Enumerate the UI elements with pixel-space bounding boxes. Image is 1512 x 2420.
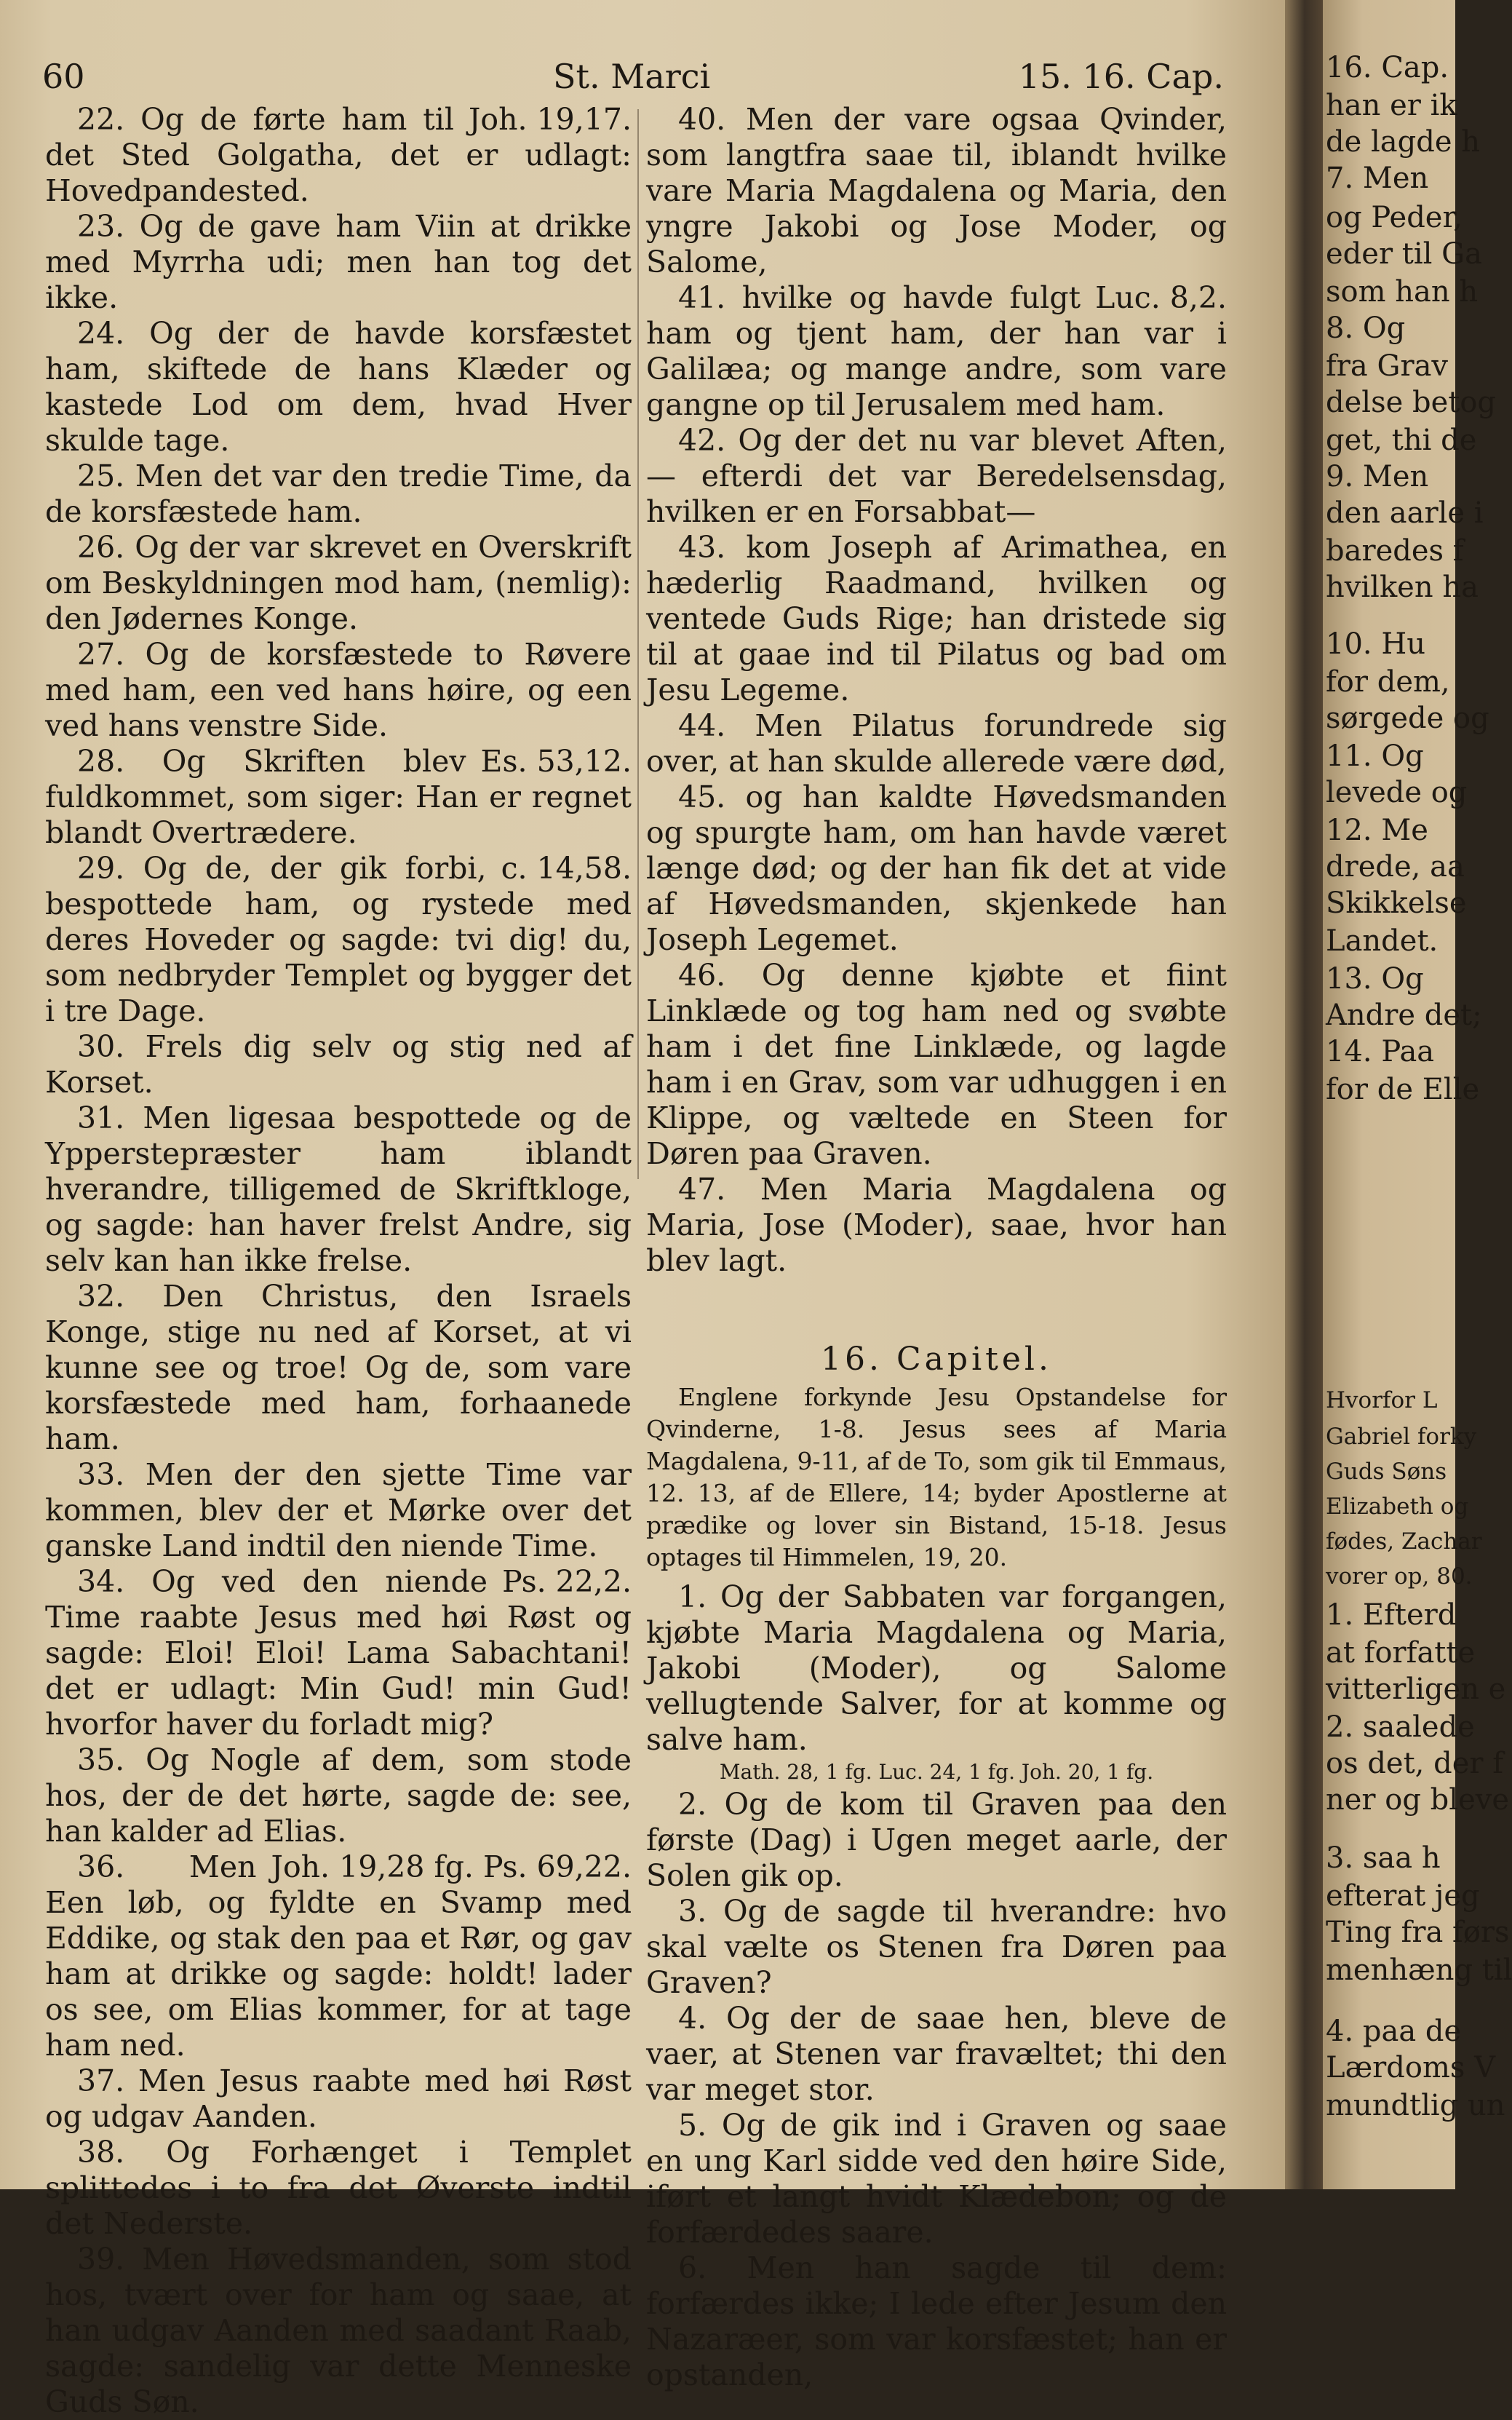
running-head: St. Marci [553,57,711,96]
verse: 42. Og der det nu var blevet Aften,— efterdi det var Beredelsensdag, hvilken er en Forsabbat— [646,423,1227,529]
next-page-line: fødes, Zachar [1326,1528,1482,1555]
next-page-line: 12. Me [1326,814,1428,847]
next-page-line: Andre det; [1326,999,1482,1032]
verse: 4. Og der de saae hen, bleve de vaer, at Stenen var fravæltet; thi den var meget stor. [646,2001,1227,2107]
verse: Es. 53,12. 28. Og Skriften blev fuldkommet, som siger: Han er regnet blandt Overtrædere. [45,744,632,850]
verse: 45. og han kaldte Høvedsmanden og spurgte ham, om han havde været længe død; og der han fik det at vide af Høvedsmanden, skjenkede han Joseph Legemet. [646,779,1227,957]
verse: 26. Og der var skrevet en Overskrift om Beskyldningen mod ham, (nemlig): den Jødernes Konge. [45,530,632,636]
verse: c. 14,58. 29. Og de, der gik forbi, bespottede ham, og rystede med deres Hoveder og sagde: tvi dig! du, som nedbryder Templet og bygger det i tre Dage. [45,851,632,1028]
verse: 39. Men Høvedsmanden, som stod hos, tvært over for ham og saae, at han udgav Aanden med saadant Raab, sagde: sandelig var dette Menneske Guds Søn. [45,2242,632,2419]
next-page-line: for dem, [1326,665,1450,699]
verse: 31. Men ligesaa bespottede og de Ypperstepræster ham iblandt hverandre, tilligemed de Skriftkloge, og sagde: han haver frelst Andre, sig selv kan han ikke frelse. [45,1100,632,1278]
next-page-line: 7. Men [1326,162,1429,195]
next-page-line: for de Elle [1326,1073,1480,1106]
next-page-line: delse betog [1326,386,1497,419]
verse: 38. Og Forhænget i Templet splittedes i to fra det Øverste indtil det Nederste. [45,2135,632,2241]
chapter-heading: 16. Capitel. [821,1341,1052,1378]
next-page-line: Hvorfor L [1326,1387,1438,1413]
verse: 37. Men Jesus raabte med høi Røst og udgav Aanden. [45,2063,632,2134]
verse: Luc. 8,2. 41. hvilke og havde fulgt ham og tjent ham, der han var i Galilæa; og mange andre, som vare gangne op til Jerusalem med ham. [646,280,1227,422]
verse: Ps. 22,2. 34. Og ved den niende Time raabte Jesus med høi Røst og sagde: Eloi! Eloi! Lama Sabachtani! det er udlagt: Min Gud! min Gud! hvorfor haver du forladt mig? [45,1564,632,1742]
next-page-line: og Peder, [1326,201,1463,234]
next-page-line: baredes f [1326,534,1464,568]
next-page-line: som han h [1326,275,1479,309]
book-gutter [1285,0,1329,2189]
next-page-line: de lagde h [1326,125,1480,159]
next-page-line: Guds Søns [1326,1459,1447,1485]
next-page-line: 3. saa h [1326,1841,1441,1875]
verse: 6. Men han sagde til dem: forfærdes ikke; I lede efter Jesum den Nazaræer, som var korsfæstet; han er opstanden, [646,2250,1227,2392]
next-page-line: han er ik [1326,89,1457,122]
next-page-line: sørgede og [1326,702,1489,735]
next-page-line: 16. Cap. [1326,51,1449,84]
verse: 32. Den Christus, den Israels Konge, stige nu ned af Korset, at vi kunne see og troe! Og de, som vare korsfæstede med ham, forhaanede ham. [45,1279,632,1456]
verse: Joh. 19,28 fg. Ps. 69,22. 36. Men Een løb, og fyldte en Svamp med Eddike, og stak den paa et Rør, og gav ham at drikke og sagde: holdt! lader os see, om Elias kommer, for at tage ham ned. [45,1849,632,2063]
cross-references: Math. 28, 1 fg. Luc. 24, 1 fg. Joh. 20, 1 fg. [719,1760,1154,1784]
verse: 5. Og de gik ind i Graven og saae en ung Karl sidde ved den høire Side, iført et langt hvidt Klædebon; og de forfærdedes saare. [646,2108,1227,2250]
next-page-line: efterat jeg [1326,1879,1480,1913]
next-page-line: Ting fra førs [1326,1916,1510,1949]
verse: Joh. 19,17. 22. Og de førte ham til det Sted Golgatha, det er udlagt: Hovedpandested. [45,102,632,208]
next-page-line: 9. Men [1326,460,1429,493]
next-page-line: mundtlig un [1326,2089,1505,2122]
verse: 3. Og de sagde til hverandre: hvo skal vælte os Stenen fra Døren paa Graven? [646,1894,1227,2000]
next-page-line: Landet. [1326,924,1439,958]
verse: 44. Men Pilatus forundrede sig over, at han skulde allerede være død, [646,708,1227,779]
next-page-line: Elizabeth og [1326,1493,1469,1520]
verse: 30. Frels dig selv og stig ned af Korset. [45,1029,632,1100]
verse: 47. Men Maria Magdalena og Maria, Jose (Moder), saae, hvor han blev lagt. [646,1172,1227,1278]
right-column [646,102,1227,2393]
next-page-line: Lærdoms V [1326,2051,1496,2084]
verse: 23. Og de gave ham Viin at drikke med Myrrha udi; men han tog det ikke. [45,209,632,315]
verse: 25. Men det var den tredie Time, da de korsfæstede ham. [45,459,632,529]
next-page-line: ner og bleve [1326,1783,1510,1817]
next-page-line: 10. Hu [1326,627,1425,661]
verse: 1. Og der Sabbaten var forgangen, kjøbte Maria Magdalena og Maria, Jakobi (Moder), og Salome vellugtende Salver, for at komme og salve ham. [646,1579,1227,1757]
chapter-summary: Englene forkynde Jesu Opstandelse for Qvinderne, 1-8. Jesus sees af Maria Magdalena, 9-11, af de To, som gik til Emmaus, 12. 13, af de Ellere, 14; byder Apostlerne at prædike og lover sin Bistand, 15-18. Jesus optages til Himmelen, 19, 20. [646,1383,1227,1571]
next-page-line: fra Grav [1326,349,1449,383]
column-divider [637,109,639,1179]
verse: 27. Og de korsfæstede to Røvere med ham, een ved hans høire, og een ved hans venstre Side. [45,637,632,743]
next-page-line: 4. paa de [1326,2015,1462,2048]
next-page-line: drede, aa [1326,850,1465,884]
next-page-line: vorer op, 80. [1326,1563,1473,1590]
next-page-line: os det, der f [1326,1747,1504,1780]
next-page-line: 8. Og [1326,312,1406,345]
next-page-line: 13. Og [1326,962,1424,996]
next-page-line: 14. Paa [1326,1035,1435,1068]
left-column [45,102,632,2420]
page-number: 60 [42,57,85,96]
verse: 40. Men der vare ogsaa Qvinder, som langtfra saae til, iblandt hvilke vare Maria Magdalena og Maria, den yngre Jakobi og Jose Moder, og Salome, [646,102,1227,279]
verse: 33. Men der den sjette Time var kommen, blev der et Mørke over det ganske Land indtil den niende Time. [45,1457,632,1563]
next-page-line: at forfatte [1326,1636,1476,1670]
next-page-line: menhæng til [1326,1953,1512,1987]
verse: 46. Og denne kjøbte et fiint Linklæde og tog ham ned og svøbte ham i det fine Linklæde, og lagde ham i en Grav, som var udhuggen i en Klippe, og væltede en Steen for Døren paa Graven. [646,958,1227,1171]
verse: 24. Og der de havde korsfæstet ham, skiftede de hans Klæder og kastede Lod om dem, hvad Hver skulde tage. [45,316,632,458]
next-page-line: levede og [1326,776,1468,809]
verse: 2. Og de kom til Graven paa den første (Dag) i Ugen meget aarle, der Solen gik op. [646,1787,1227,1893]
next-page-line: 1. Efterd [1326,1598,1457,1632]
next-page-line: eder til Ga [1326,237,1482,271]
next-page-line: 2. saalede [1326,1710,1475,1744]
verse: 43. kom Joseph af Arimathea, en hæderlig Raadmand, hvilken og ventede Guds Rige; han dristede sig til at gaae ind til Pilatus og bad om Jesu Legeme. [646,530,1227,707]
chapter-range: 15. 16. Cap. [1018,57,1224,96]
next-page-line: Skikkelse [1326,886,1467,920]
next-page-line: hvilken ha [1326,571,1479,604]
next-page-line: vitterligen e [1326,1673,1506,1706]
verse: 35. Og Nogle af dem, som stode hos, der de det hørte, sagde de: see, han kalder ad Elias. [45,1742,632,1849]
next-page-line: get, thi de [1326,424,1477,457]
next-page-line: 11. Og [1326,739,1424,773]
next-page-line: Gabriel forky [1326,1424,1477,1450]
next-page-line: den aarle i [1326,496,1484,530]
